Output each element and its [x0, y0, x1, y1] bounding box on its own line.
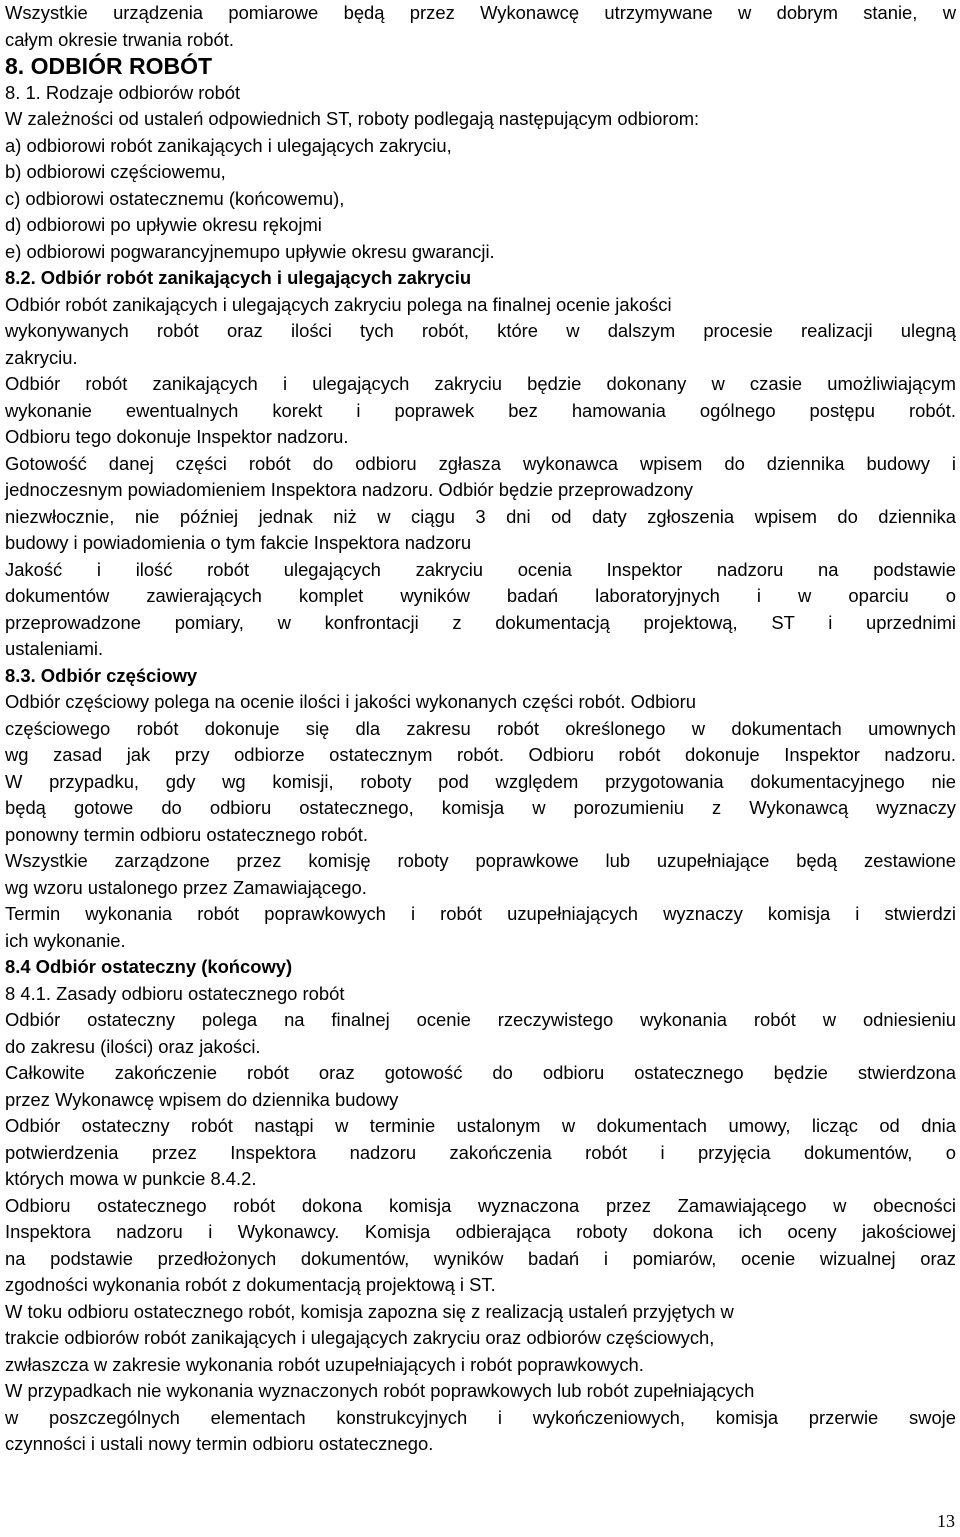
text-line: ustaleniami. [5, 638, 104, 659]
document-page [5, 0, 956, 1458]
text-line: dokumentów zawierających komplet wyników badań laboratoryjnych i w oparciu o [5, 585, 956, 606]
text-line: będą gotowe do odbioru ostatecznego, komisja w porozumieniu z Wykonawcą wyznaczy [5, 797, 956, 818]
text-line: przeprowadzone pomiary, w konfrontacji z dokumentacją projektową, ST i uprzednimi [5, 611, 956, 633]
text-line: przez Wykonawcę wpisem do dziennika budowy [5, 1088, 399, 1110]
text-line: częściowego robót dokonuje się dla zakresu robót określonego w dokumentach umownych [5, 717, 956, 739]
text-line: d) odbiorowi po upływie okresu rękojmi [5, 214, 322, 235]
text-line: Odbioru ostatecznego robót dokona komisja wyznaczona przez Zamawiającego w obecności [5, 1194, 956, 1216]
text-line: W zależności od ustaleń odpowiednich ST, roboty podlegają następującym odbiorom: [5, 108, 700, 129]
text-line: wykonanie ewentualnych korekt i poprawek bez hamowania ogólnego postępu robót. [5, 399, 956, 421]
text-line: których mowa w punkcie 8.4.2. [5, 1168, 257, 1189]
subsection-heading: 8.4 Odbiór ostateczny (końcowy) [5, 956, 293, 977]
text-line: Odbiór robót zanikających i ulegających zakryciu polega na finalnej ocenie jakości [5, 293, 672, 315]
text-line: do zakresu (ilości) oraz jakości. [5, 1035, 261, 1057]
text-line: Odbioru tego dokonuje Inspektor nadzoru. [5, 426, 349, 447]
text-line: a) odbiorowi robót zanikających i ulegających zakryciu, [5, 134, 452, 156]
text-line: Wszystkie zarządzone przez komisję roboty poprawkowe lub uzupełniające będą zestawione [5, 850, 956, 871]
text-line: całym okresie trwania robót. [5, 28, 234, 50]
text-line: Termin wykonania robót poprawkowych i robót uzupełniających wyznaczy komisja i stwierdzi [5, 903, 956, 924]
text-line: Całkowite zakończenie robót oraz gotowość do odbioru ostatecznego będzie stwierdzona [5, 1062, 956, 1083]
text-line: b) odbiorowi częściowemu, [5, 161, 226, 182]
text-line: Odbiór robót zanikających i ulegających zakryciu będzie dokonany w czasie umożliwiającym [5, 373, 956, 394]
text-line: 8. 1. Rodzaje odbiorów robót [5, 81, 241, 103]
subsection-heading: 8.3. Odbiór częściowy [5, 664, 198, 686]
text-line: c) odbiorowi ostatecznemu (końcowemu), [5, 187, 345, 209]
text-line: trakcie odbiorów robót zanikających i ulegających zakryciu oraz odbiorów częściowych, [5, 1327, 715, 1348]
text-line: jednoczesnym powiadomieniem Inspektora nadzoru. Odbiór będzie przeprowadzony [5, 479, 693, 500]
text-line: wg zasad jak przy odbiorze ostatecznym robót. Odbioru robót dokonuje Inspektor nadzoru. [5, 744, 956, 765]
text-line: W toku odbioru ostatecznego robót, komisja zapozna się z realizacją ustaleń przyjętych w [5, 1300, 734, 1322]
text-line: Odbiór częściowy polega na ocenie ilości i jakości wykonanych części robót. Odbioru [5, 691, 697, 712]
text-line: czynności i ustali nowy termin odbioru ostatecznego. [5, 1433, 434, 1454]
text-line: niezwłocznie, nie później jednak niż w ciągu 3 dni od daty zgłoszenia wpisem do dziennika [5, 505, 956, 527]
text-line: zgodności wykonania robót z dokumentacją projektową i ST. [5, 1274, 496, 1295]
text-line: e) odbiorowi pogwarancyjnemupo upływie okresu gwarancji. [5, 240, 495, 262]
text-line: zakryciu. [5, 346, 78, 368]
text-line: wykonywanych robót oraz ilości tych robót, które w dalszym procesie realizacji ulegną [5, 320, 956, 341]
text-line: w poszczególnych elementach konstrukcyjnych i wykończeniowych, komisja przerwie swoje [5, 1406, 956, 1428]
text-line: na podstawie przedłożonych dokumentów, wyników badań i pomiarów, ocenie wizualnej oraz [5, 1247, 956, 1269]
text-line: Jakość i ilość robót ulegających zakryciu ocenia Inspektor nadzoru na podstawie [5, 558, 956, 580]
text-line: wg wzoru ustalonego przez Zamawiającego. [5, 876, 367, 898]
text-line: ich wykonanie. [5, 929, 126, 951]
text-line: Wszystkie urządzenia pomiarowe będą przez Wykonawcę utrzymywane w dobrym stanie, w [5, 2, 956, 23]
section-heading: 8. ODBIÓR ROBÓT [5, 53, 213, 79]
text-line: potwierdzenia przez Inspektora nadzoru zakończenia robót i przyjęcia dokumentów, o [5, 1141, 956, 1163]
text-line: W przypadkach nie wykonania wyznaczonych robót poprawkowych lub robót zupełniających [5, 1380, 755, 1401]
text-line: Inspektora nadzoru i Wykonawcy. Komisja odbierająca roboty dokona ich oceny jakościowej [5, 1221, 956, 1242]
text-line: zwłaszcza w zakresie wykonania robót uzupełniających i robót poprawkowych. [5, 1353, 644, 1375]
text-line: Odbiór ostateczny robót nastąpi w terminie ustalonym w dokumentach umowy, licząc od dnia [5, 1115, 956, 1136]
text-line: W przypadku, gdy wg komisji, roboty pod względem przygotowania dokumentacyjnego nie [5, 770, 956, 792]
text-line: Gotowość danej części robót do odbioru zgłasza wykonawca wpisem do dziennika budowy i [5, 452, 956, 474]
text-line: Odbiór ostateczny polega na finalnej ocenie rzeczywistego wykonania robót w odniesieniu [5, 1009, 956, 1030]
text-line: ponowny termin odbioru ostatecznego robót. [5, 823, 368, 845]
text-line: 8 4.1. Zasady odbioru ostatecznego robót [5, 982, 345, 1004]
subsection-heading: 8.2. Odbiór robót zanikających i ulegających zakryciu [5, 267, 472, 288]
page-number: 13 [937, 1511, 955, 1531]
text-line: budowy i powiadomienia o tym fakcie Inspektora nadzoru [5, 532, 472, 553]
